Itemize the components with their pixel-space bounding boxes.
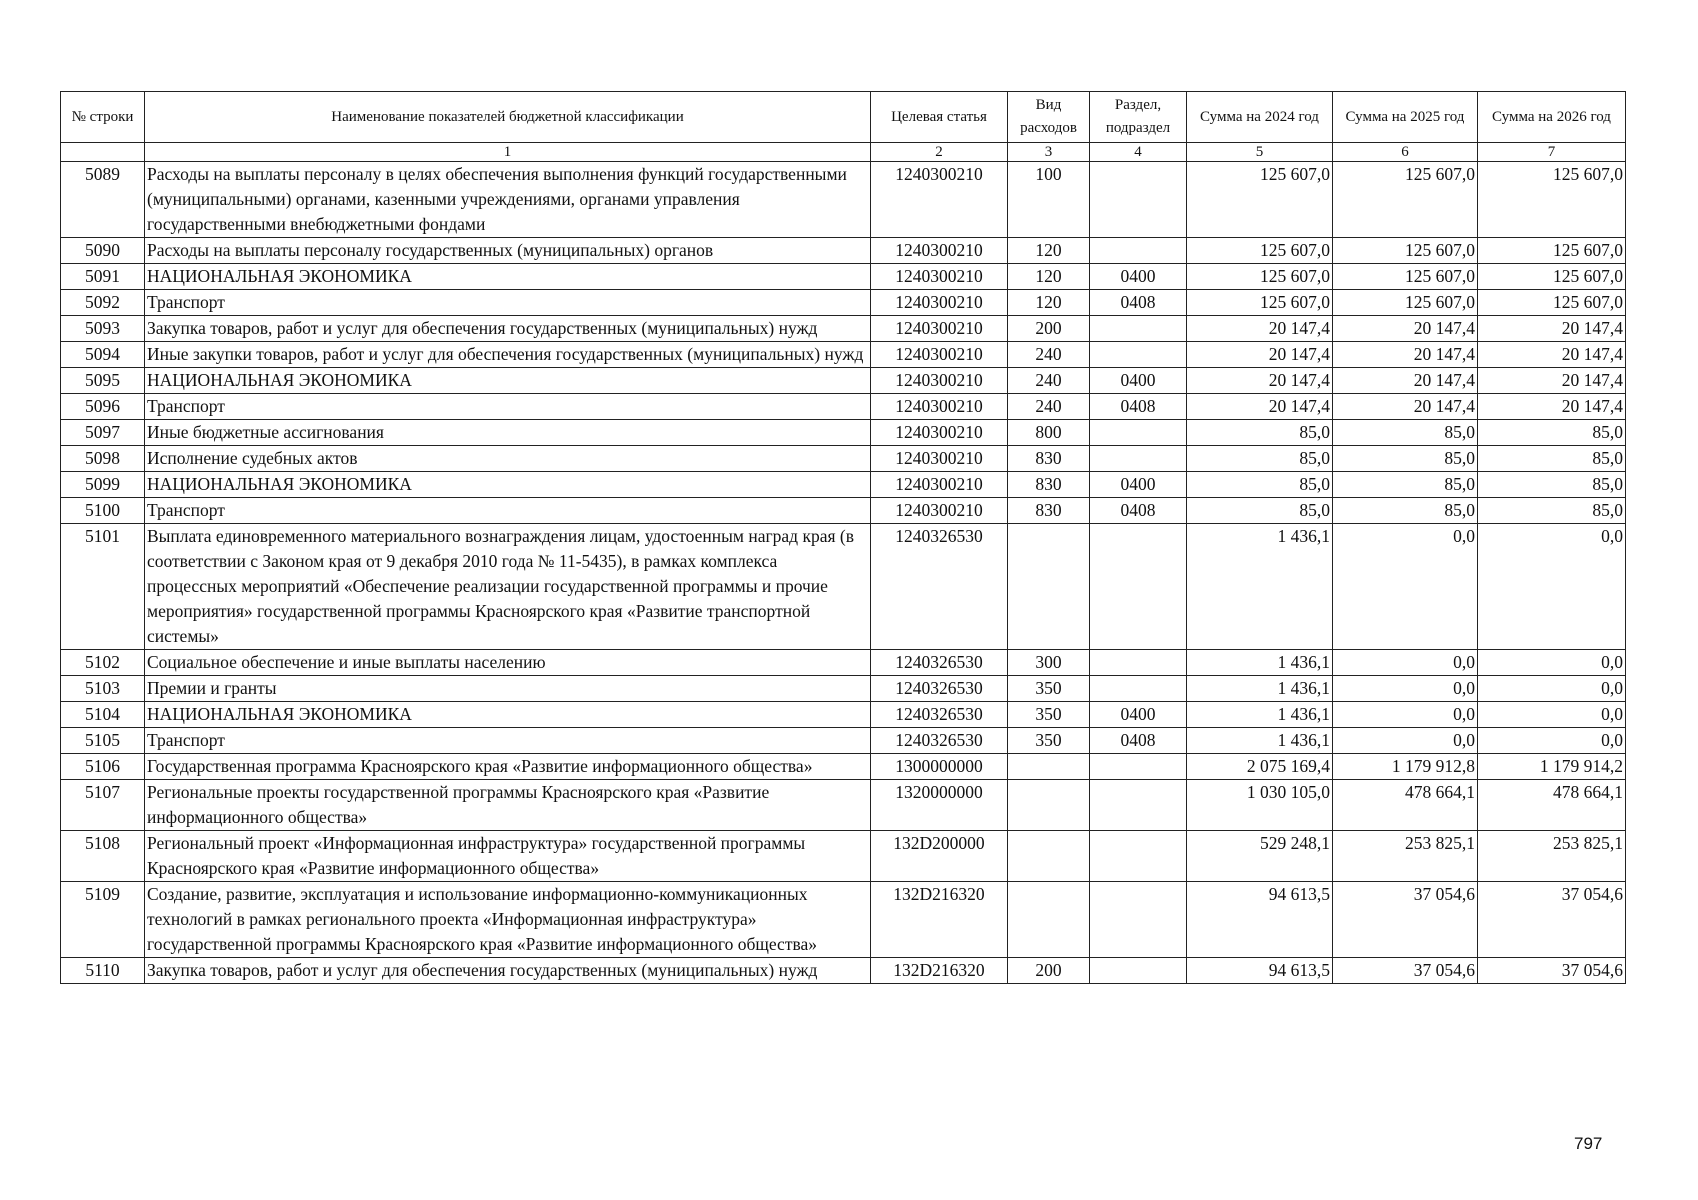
row-kind-cell: 120	[1008, 290, 1090, 316]
row-name-cell: НАЦИОНАЛЬНАЯ ЭКОНОМИКА	[145, 472, 871, 498]
row-sum-2024-cell: 85,0	[1187, 420, 1333, 446]
row-number-cell: 5106	[61, 754, 145, 780]
row-name-cell: Транспорт	[145, 498, 871, 524]
row-sum-2025-cell: 0,0	[1333, 702, 1478, 728]
row-section-cell	[1090, 754, 1187, 780]
row-section-cell	[1090, 831, 1187, 882]
table-row	[61, 162, 1626, 238]
header-sum-2025: Сумма на 2025 год	[1333, 92, 1478, 143]
row-section-cell	[1090, 958, 1187, 984]
row-number-cell: 5108	[61, 831, 145, 882]
row-section-cell	[1090, 238, 1187, 264]
row-sum-2025-cell: 20 147,4	[1333, 368, 1478, 394]
row-sum-2026-cell: 0,0	[1478, 524, 1626, 650]
row-sum-2024-cell: 1 436,1	[1187, 728, 1333, 754]
row-sum-2025-cell: 37 054,6	[1333, 882, 1478, 958]
row-target-cell: 1240326530	[871, 702, 1008, 728]
row-sum-2026-cell: 125 607,0	[1478, 290, 1626, 316]
table-row	[61, 290, 1626, 316]
row-number-cell: 5096	[61, 394, 145, 420]
row-name-cell: Исполнение судебных актов	[145, 446, 871, 472]
row-section-cell: 0400	[1090, 368, 1187, 394]
row-kind-cell: 800	[1008, 420, 1090, 446]
header-name: Наименование показателей бюджетной классификации	[145, 92, 871, 143]
row-name-cell: Иные бюджетные ассигнования	[145, 420, 871, 446]
row-target-cell: 1240300210	[871, 420, 1008, 446]
row-sum-2024-cell: 85,0	[1187, 472, 1333, 498]
row-number-cell: 5089	[61, 162, 145, 238]
row-sum-2026-cell: 20 147,4	[1478, 368, 1626, 394]
column-number: 7	[1478, 143, 1626, 162]
row-sum-2024-cell: 1 030 105,0	[1187, 780, 1333, 831]
header-sum-2024: Сумма на 2024 год	[1187, 92, 1333, 143]
row-section-cell: 0408	[1090, 394, 1187, 420]
row-number-cell: 5102	[61, 650, 145, 676]
row-section-cell	[1090, 650, 1187, 676]
row-target-cell: 1320000000	[871, 780, 1008, 831]
row-section-cell	[1090, 162, 1187, 238]
row-kind-cell: 200	[1008, 316, 1090, 342]
row-kind-cell	[1008, 524, 1090, 650]
row-sum-2026-cell: 0,0	[1478, 676, 1626, 702]
table-row	[61, 420, 1626, 446]
row-kind-cell: 350	[1008, 728, 1090, 754]
row-kind-cell: 830	[1008, 498, 1090, 524]
row-number-cell: 5103	[61, 676, 145, 702]
row-name-cell: Транспорт	[145, 728, 871, 754]
budget-table	[60, 91, 1626, 984]
header-target: Целевая статья	[871, 92, 1008, 143]
row-name-cell: НАЦИОНАЛЬНАЯ ЭКОНОМИКА	[145, 368, 871, 394]
table-row	[61, 238, 1626, 264]
row-kind-cell	[1008, 754, 1090, 780]
row-section-cell: 0408	[1090, 290, 1187, 316]
row-sum-2024-cell: 94 613,5	[1187, 882, 1333, 958]
column-number: 6	[1333, 143, 1478, 162]
row-target-cell: 132D216320	[871, 882, 1008, 958]
row-target-cell: 1240300210	[871, 368, 1008, 394]
table-row	[61, 780, 1626, 831]
row-target-cell: 1240300210	[871, 472, 1008, 498]
row-kind-cell: 200	[1008, 958, 1090, 984]
row-sum-2025-cell: 0,0	[1333, 524, 1478, 650]
row-target-cell: 1240326530	[871, 676, 1008, 702]
row-target-cell: 1240300210	[871, 498, 1008, 524]
row-sum-2026-cell: 0,0	[1478, 650, 1626, 676]
row-name-cell: Премии и гранты	[145, 676, 871, 702]
column-number: 1	[145, 143, 871, 162]
row-sum-2024-cell: 1 436,1	[1187, 702, 1333, 728]
row-sum-2026-cell: 20 147,4	[1478, 342, 1626, 368]
row-name-cell: НАЦИОНАЛЬНАЯ ЭКОНОМИКА	[145, 264, 871, 290]
table-row	[61, 472, 1626, 498]
row-number-cell: 5097	[61, 420, 145, 446]
row-sum-2024-cell: 125 607,0	[1187, 290, 1333, 316]
row-target-cell: 132D200000	[871, 831, 1008, 882]
header-kind: Вид расходов	[1008, 92, 1090, 143]
table-row	[61, 264, 1626, 290]
row-sum-2025-cell: 20 147,4	[1333, 394, 1478, 420]
row-sum-2025-cell: 20 147,4	[1333, 316, 1478, 342]
row-number-cell: 5099	[61, 472, 145, 498]
row-target-cell: 1240326530	[871, 524, 1008, 650]
row-sum-2026-cell: 85,0	[1478, 446, 1626, 472]
row-kind-cell: 240	[1008, 394, 1090, 420]
row-kind-cell: 350	[1008, 702, 1090, 728]
row-section-cell: 0408	[1090, 728, 1187, 754]
table-row	[61, 342, 1626, 368]
row-section-cell	[1090, 676, 1187, 702]
row-sum-2024-cell: 20 147,4	[1187, 394, 1333, 420]
row-target-cell: 1240300210	[871, 394, 1008, 420]
row-sum-2026-cell: 253 825,1	[1478, 831, 1626, 882]
row-target-cell: 1240326530	[871, 650, 1008, 676]
row-sum-2026-cell: 125 607,0	[1478, 264, 1626, 290]
row-sum-2024-cell: 125 607,0	[1187, 238, 1333, 264]
row-sum-2026-cell: 478 664,1	[1478, 780, 1626, 831]
row-kind-cell	[1008, 831, 1090, 882]
row-sum-2025-cell: 125 607,0	[1333, 264, 1478, 290]
row-number-cell: 5101	[61, 524, 145, 650]
row-kind-cell: 350	[1008, 676, 1090, 702]
row-target-cell: 132D216320	[871, 958, 1008, 984]
row-name-cell: Иные закупки товаров, работ и услуг для обеспечения государственных (муниципальных) нужд	[145, 342, 871, 368]
row-name-cell: Социальное обеспечение и иные выплаты населению	[145, 650, 871, 676]
row-sum-2026-cell: 37 054,6	[1478, 958, 1626, 984]
row-sum-2025-cell: 0,0	[1333, 676, 1478, 702]
table-row	[61, 702, 1626, 728]
row-sum-2025-cell: 125 607,0	[1333, 162, 1478, 238]
row-sum-2025-cell: 125 607,0	[1333, 238, 1478, 264]
table-row	[61, 498, 1626, 524]
row-number-cell: 5098	[61, 446, 145, 472]
row-name-cell: Государственная программа Красноярского края «Развитие информационного общества»	[145, 754, 871, 780]
row-name-cell: Расходы на выплаты персоналу государственных (муниципальных) органов	[145, 238, 871, 264]
row-section-cell: 0408	[1090, 498, 1187, 524]
row-number-cell: 5091	[61, 264, 145, 290]
header-row-no: № строки	[61, 92, 145, 143]
row-section-cell	[1090, 780, 1187, 831]
table-row	[61, 728, 1626, 754]
row-sum-2024-cell: 20 147,4	[1187, 316, 1333, 342]
row-number-cell: 5094	[61, 342, 145, 368]
row-name-cell: Транспорт	[145, 290, 871, 316]
row-sum-2024-cell: 20 147,4	[1187, 368, 1333, 394]
table-row	[61, 676, 1626, 702]
row-sum-2025-cell: 253 825,1	[1333, 831, 1478, 882]
header-sum-2026: Сумма на 2026 год	[1478, 92, 1626, 143]
row-sum-2026-cell: 0,0	[1478, 728, 1626, 754]
row-sum-2026-cell: 85,0	[1478, 420, 1626, 446]
column-number: 2	[871, 143, 1008, 162]
row-sum-2024-cell: 529 248,1	[1187, 831, 1333, 882]
column-number: 5	[1187, 143, 1333, 162]
row-sum-2024-cell: 125 607,0	[1187, 264, 1333, 290]
table-row	[61, 831, 1626, 882]
table-row	[61, 524, 1626, 650]
row-target-cell: 1240300210	[871, 316, 1008, 342]
row-sum-2024-cell: 85,0	[1187, 446, 1333, 472]
row-kind-cell: 240	[1008, 368, 1090, 394]
row-sum-2025-cell: 478 664,1	[1333, 780, 1478, 831]
row-section-cell	[1090, 882, 1187, 958]
row-sum-2025-cell: 1 179 912,8	[1333, 754, 1478, 780]
row-section-cell	[1090, 342, 1187, 368]
row-name-cell: НАЦИОНАЛЬНАЯ ЭКОНОМИКА	[145, 702, 871, 728]
row-section-cell	[1090, 446, 1187, 472]
row-sum-2026-cell: 0,0	[1478, 702, 1626, 728]
column-number: 4	[1090, 143, 1187, 162]
table-body	[61, 162, 1626, 984]
table-row	[61, 394, 1626, 420]
row-sum-2025-cell: 0,0	[1333, 650, 1478, 676]
row-sum-2025-cell: 85,0	[1333, 498, 1478, 524]
row-kind-cell: 240	[1008, 342, 1090, 368]
column-number-row	[61, 143, 1626, 162]
row-sum-2024-cell: 85,0	[1187, 498, 1333, 524]
row-number-cell: 5095	[61, 368, 145, 394]
row-kind-cell: 300	[1008, 650, 1090, 676]
row-target-cell: 1300000000	[871, 754, 1008, 780]
row-name-cell: Расходы на выплаты персоналу в целях обеспечения выполнения функций государственными (муниципальными) органами, казенными учреждениями, органами управления государственными внебюджетными фондами	[145, 162, 871, 238]
row-sum-2025-cell: 0,0	[1333, 728, 1478, 754]
table-row	[61, 958, 1626, 984]
row-target-cell: 1240300210	[871, 162, 1008, 238]
row-section-cell: 0400	[1090, 264, 1187, 290]
row-sum-2024-cell: 1 436,1	[1187, 676, 1333, 702]
row-sum-2025-cell: 85,0	[1333, 420, 1478, 446]
row-sum-2024-cell: 1 436,1	[1187, 650, 1333, 676]
row-kind-cell: 830	[1008, 446, 1090, 472]
row-kind-cell	[1008, 780, 1090, 831]
row-sum-2025-cell: 37 054,6	[1333, 958, 1478, 984]
row-number-cell: 5109	[61, 882, 145, 958]
row-number-cell: 5090	[61, 238, 145, 264]
row-name-cell: Создание, развитие, эксплуатация и использование информационно-коммуникационных технологий в рамках регионального проекта «Информационная инфраструктура» государственной программы Красноярского края «Развитие информационного общества»	[145, 882, 871, 958]
row-name-cell: Закупка товаров, работ и услуг для обеспечения государственных (муниципальных) нужд	[145, 316, 871, 342]
row-sum-2026-cell: 20 147,4	[1478, 394, 1626, 420]
column-number: 3	[1008, 143, 1090, 162]
row-target-cell: 1240300210	[871, 446, 1008, 472]
row-target-cell: 1240300210	[871, 342, 1008, 368]
row-section-cell: 0400	[1090, 702, 1187, 728]
column-number	[61, 143, 145, 162]
row-section-cell: 0400	[1090, 472, 1187, 498]
row-name-cell: Региональный проект «Информационная инфраструктура» государственной программы Красноярского края «Развитие информационного общества»	[145, 831, 871, 882]
table-row	[61, 882, 1626, 958]
row-number-cell: 5093	[61, 316, 145, 342]
table-row	[61, 368, 1626, 394]
row-sum-2024-cell: 125 607,0	[1187, 162, 1333, 238]
header-section: Раздел, подраздел	[1090, 92, 1187, 143]
row-name-cell: Транспорт	[145, 394, 871, 420]
row-sum-2025-cell: 85,0	[1333, 472, 1478, 498]
row-kind-cell	[1008, 882, 1090, 958]
row-number-cell: 5107	[61, 780, 145, 831]
header-row	[61, 92, 1626, 143]
row-kind-cell: 100	[1008, 162, 1090, 238]
row-sum-2026-cell: 85,0	[1478, 472, 1626, 498]
row-sum-2026-cell: 125 607,0	[1478, 238, 1626, 264]
row-sum-2026-cell: 37 054,6	[1478, 882, 1626, 958]
row-name-cell: Региональные проекты государственной программы Красноярского края «Развитие информационного общества»	[145, 780, 871, 831]
row-kind-cell: 830	[1008, 472, 1090, 498]
row-sum-2025-cell: 20 147,4	[1333, 342, 1478, 368]
row-sum-2024-cell: 1 436,1	[1187, 524, 1333, 650]
row-kind-cell: 120	[1008, 238, 1090, 264]
row-section-cell	[1090, 524, 1187, 650]
row-target-cell: 1240326530	[871, 728, 1008, 754]
table-row	[61, 754, 1626, 780]
row-number-cell: 5092	[61, 290, 145, 316]
row-sum-2025-cell: 85,0	[1333, 446, 1478, 472]
row-sum-2025-cell: 125 607,0	[1333, 290, 1478, 316]
row-sum-2024-cell: 20 147,4	[1187, 342, 1333, 368]
row-name-cell: Выплата единовременного материального вознаграждения лицам, удостоенным наград края (в соответствии с Законом края от 9 декабря 2010 года № 11-5435), в рамках комплекса процессных мероприятий «Обеспечение реализации государственной программы и прочие мероприятия» государственной программы Красноярского края «Развитие транспортной системы»	[145, 524, 871, 650]
row-sum-2024-cell: 94 613,5	[1187, 958, 1333, 984]
page-number: 797	[1574, 1134, 1603, 1153]
table-row	[61, 316, 1626, 342]
row-sum-2026-cell: 20 147,4	[1478, 316, 1626, 342]
row-number-cell: 5100	[61, 498, 145, 524]
row-sum-2026-cell: 85,0	[1478, 498, 1626, 524]
row-target-cell: 1240300210	[871, 290, 1008, 316]
row-number-cell: 5104	[61, 702, 145, 728]
row-sum-2024-cell: 2 075 169,4	[1187, 754, 1333, 780]
row-section-cell	[1090, 316, 1187, 342]
row-sum-2026-cell: 1 179 914,2	[1478, 754, 1626, 780]
row-section-cell	[1090, 420, 1187, 446]
row-sum-2026-cell: 125 607,0	[1478, 162, 1626, 238]
row-target-cell: 1240300210	[871, 238, 1008, 264]
row-number-cell: 5105	[61, 728, 145, 754]
row-kind-cell: 120	[1008, 264, 1090, 290]
table-row	[61, 446, 1626, 472]
table-row	[61, 650, 1626, 676]
row-number-cell: 5110	[61, 958, 145, 984]
row-target-cell: 1240300210	[871, 264, 1008, 290]
row-name-cell: Закупка товаров, работ и услуг для обеспечения государственных (муниципальных) нужд	[145, 958, 871, 984]
